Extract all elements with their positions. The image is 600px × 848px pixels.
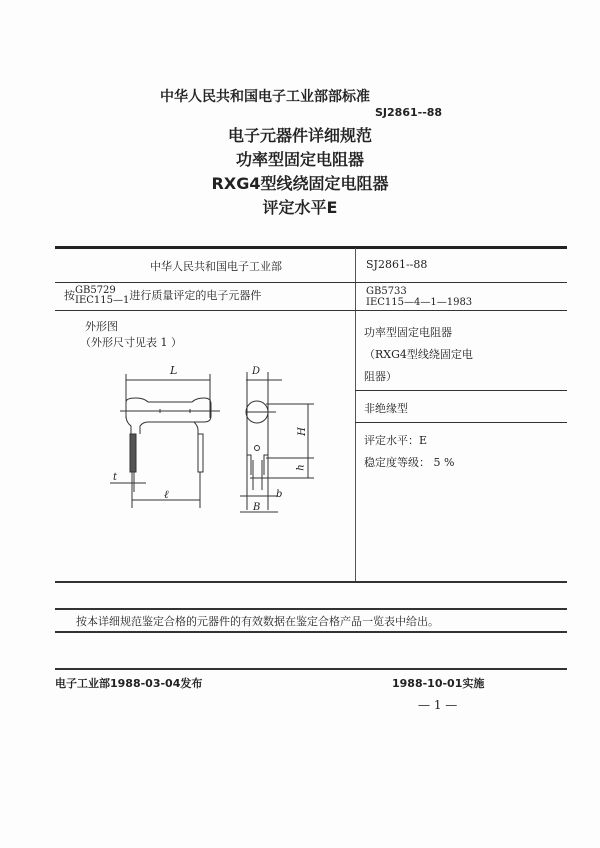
outline-note: （外形尺寸见表 1 ）: [80, 336, 182, 349]
spec-bottom: IEC115—4—1—1983: [366, 297, 473, 308]
page-number: — 1 —: [418, 698, 458, 712]
dim-l: ℓ: [164, 488, 169, 501]
suffix: 进行质量评定的电子元器件: [129, 289, 262, 302]
outline-drawing: [90, 360, 330, 530]
outline-title: 外形图: [85, 320, 118, 333]
row-rule: [355, 390, 567, 391]
dim-L: L: [170, 364, 178, 377]
dim-b: b: [276, 489, 283, 500]
name-line: 功率型固定电阻器: [364, 326, 452, 339]
generic-spec-cell: [366, 286, 472, 308]
code-cell: SJ2861--88: [366, 258, 428, 271]
row-rule: [55, 581, 567, 583]
dim-t: t: [113, 472, 118, 483]
title-line: 评定水平E: [262, 198, 338, 217]
dim-h: h: [295, 464, 307, 471]
row-rule: [55, 631, 567, 633]
name-line: （RXG4型线绕固定电: [364, 348, 473, 361]
title-line: 电子元器件详细规范: [227, 126, 372, 145]
dim-B: B: [253, 502, 261, 513]
row-rule: [55, 608, 567, 610]
std-top: GB5729: [75, 285, 116, 296]
title-line: 功率型固定电阻器: [235, 150, 364, 169]
table-top-rule: [55, 246, 567, 249]
ministry-cell: 中华人民共和国电子工业部: [150, 260, 282, 273]
name-line: 阻器）: [364, 370, 397, 383]
prefix: 按: [64, 289, 75, 302]
dim-H: H: [296, 427, 308, 436]
org-header: 中华人民共和国电子工业部部标准: [160, 89, 370, 105]
footer-rule: [55, 668, 567, 670]
row-rule: [355, 422, 567, 423]
standard-code: SJ2861--88: [375, 106, 443, 119]
footnote: 按本详细规范鉴定合格的元器件的有效数据在鉴定合格产品一览表中给出。: [76, 615, 439, 628]
document-title: [0, 124, 600, 220]
dim-D: D: [252, 366, 261, 377]
assessment-cell: [64, 286, 261, 306]
std-bottom: IEC115—1: [75, 295, 130, 306]
stability-cell: 稳定度等级： 5 %: [364, 456, 455, 469]
component-name-cell: [364, 322, 473, 388]
issue-date: 电子工业部1988-03-04发布: [55, 677, 203, 690]
row-rule: [55, 282, 567, 283]
spec-top: GB5733: [366, 286, 407, 297]
effective-date: 1988-10-01实施: [392, 677, 485, 690]
level-cell: 评定水平：E: [364, 434, 428, 447]
type-cell: 非绝缘型: [364, 402, 408, 415]
row-rule: [55, 310, 567, 311]
column-divider: [355, 248, 356, 582]
title-line: RXG4型线绕固定电阻器: [211, 174, 389, 193]
